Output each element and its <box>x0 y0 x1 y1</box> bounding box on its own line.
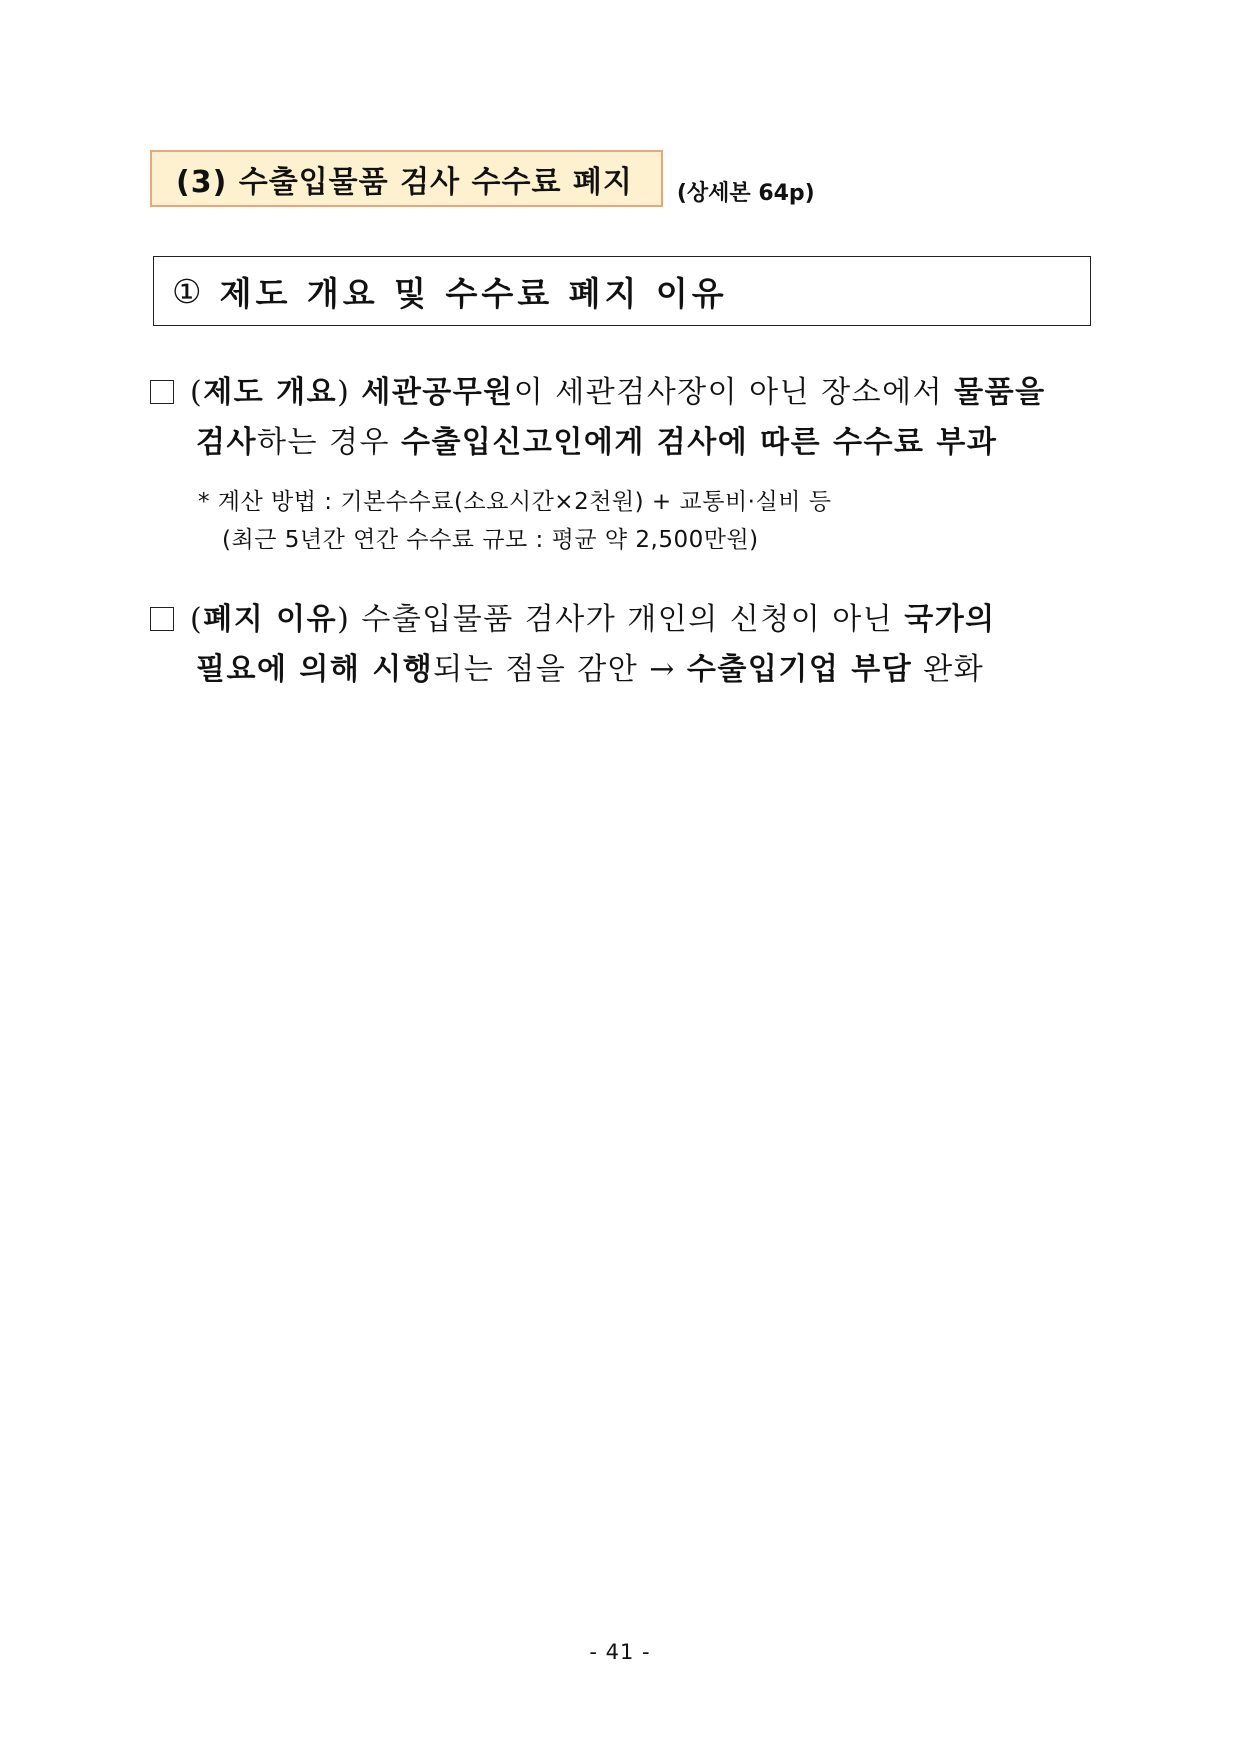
text-segment: 이 세관검사장이 아닌 장소에서 <box>513 375 955 410</box>
reason-label: 폐지 이유 <box>203 602 338 637</box>
emphasis-text: 필요에 의해 시행 <box>196 652 434 687</box>
note-line-2: (최근 5년간 연간 수수료 규모 : 평균 약 2,500만원) <box>222 527 759 553</box>
calculation-note <box>198 483 831 559</box>
emphasis-text: 수출입기업 부담 <box>686 652 913 687</box>
overview-label: 제도 개요 <box>203 375 338 410</box>
emphasis-text: 물품을 <box>954 375 1046 410</box>
text-segment: 하는 경우 <box>256 425 401 460</box>
text-segment: 수출입물품 검사가 개인의 신청이 아닌 <box>361 602 905 637</box>
subheading-box <box>153 256 1091 326</box>
paragraph-overview <box>150 368 1100 468</box>
emphasis-text: 수출입신고인에게 검사에 따른 수수료 부과 <box>400 425 998 460</box>
checkbox-bullet-icon <box>150 380 174 404</box>
section-reference: (상세본 64p) <box>676 181 815 206</box>
page-number: - 41 - <box>589 1640 651 1664</box>
section-title: (3) 수출입물품 검사 수수료 폐지 <box>150 150 663 207</box>
text-segment: ( <box>190 602 204 637</box>
checkbox-bullet-icon <box>150 607 174 631</box>
subheading-number: ① <box>172 271 206 311</box>
paragraph-reason <box>150 595 1100 695</box>
text-segment: ( <box>190 375 204 410</box>
note-line-1: * 계산 방법 : 기본수수료(소요시간×2천원) + 교통비·실비 등 <box>198 489 832 515</box>
paragraph-overview-line-2 <box>150 418 1100 468</box>
text-segment: ) <box>337 602 362 637</box>
text-segment: ) <box>337 375 362 410</box>
paragraph-overview-line-1 <box>150 368 1100 418</box>
paragraph-reason-line-1 <box>150 595 1100 645</box>
text-segment: 되는 점을 감안 → <box>433 652 687 687</box>
subheading-text: 제도 개요 및 수수료 폐지 이유 <box>219 273 728 313</box>
section-header <box>150 150 815 207</box>
emphasis-text: 세관공무원 <box>361 375 514 410</box>
text-segment: 완화 <box>912 652 985 687</box>
emphasis-text: 검사 <box>196 425 257 460</box>
emphasis-text: 국가의 <box>904 602 996 637</box>
paragraph-reason-line-2 <box>150 645 1100 695</box>
